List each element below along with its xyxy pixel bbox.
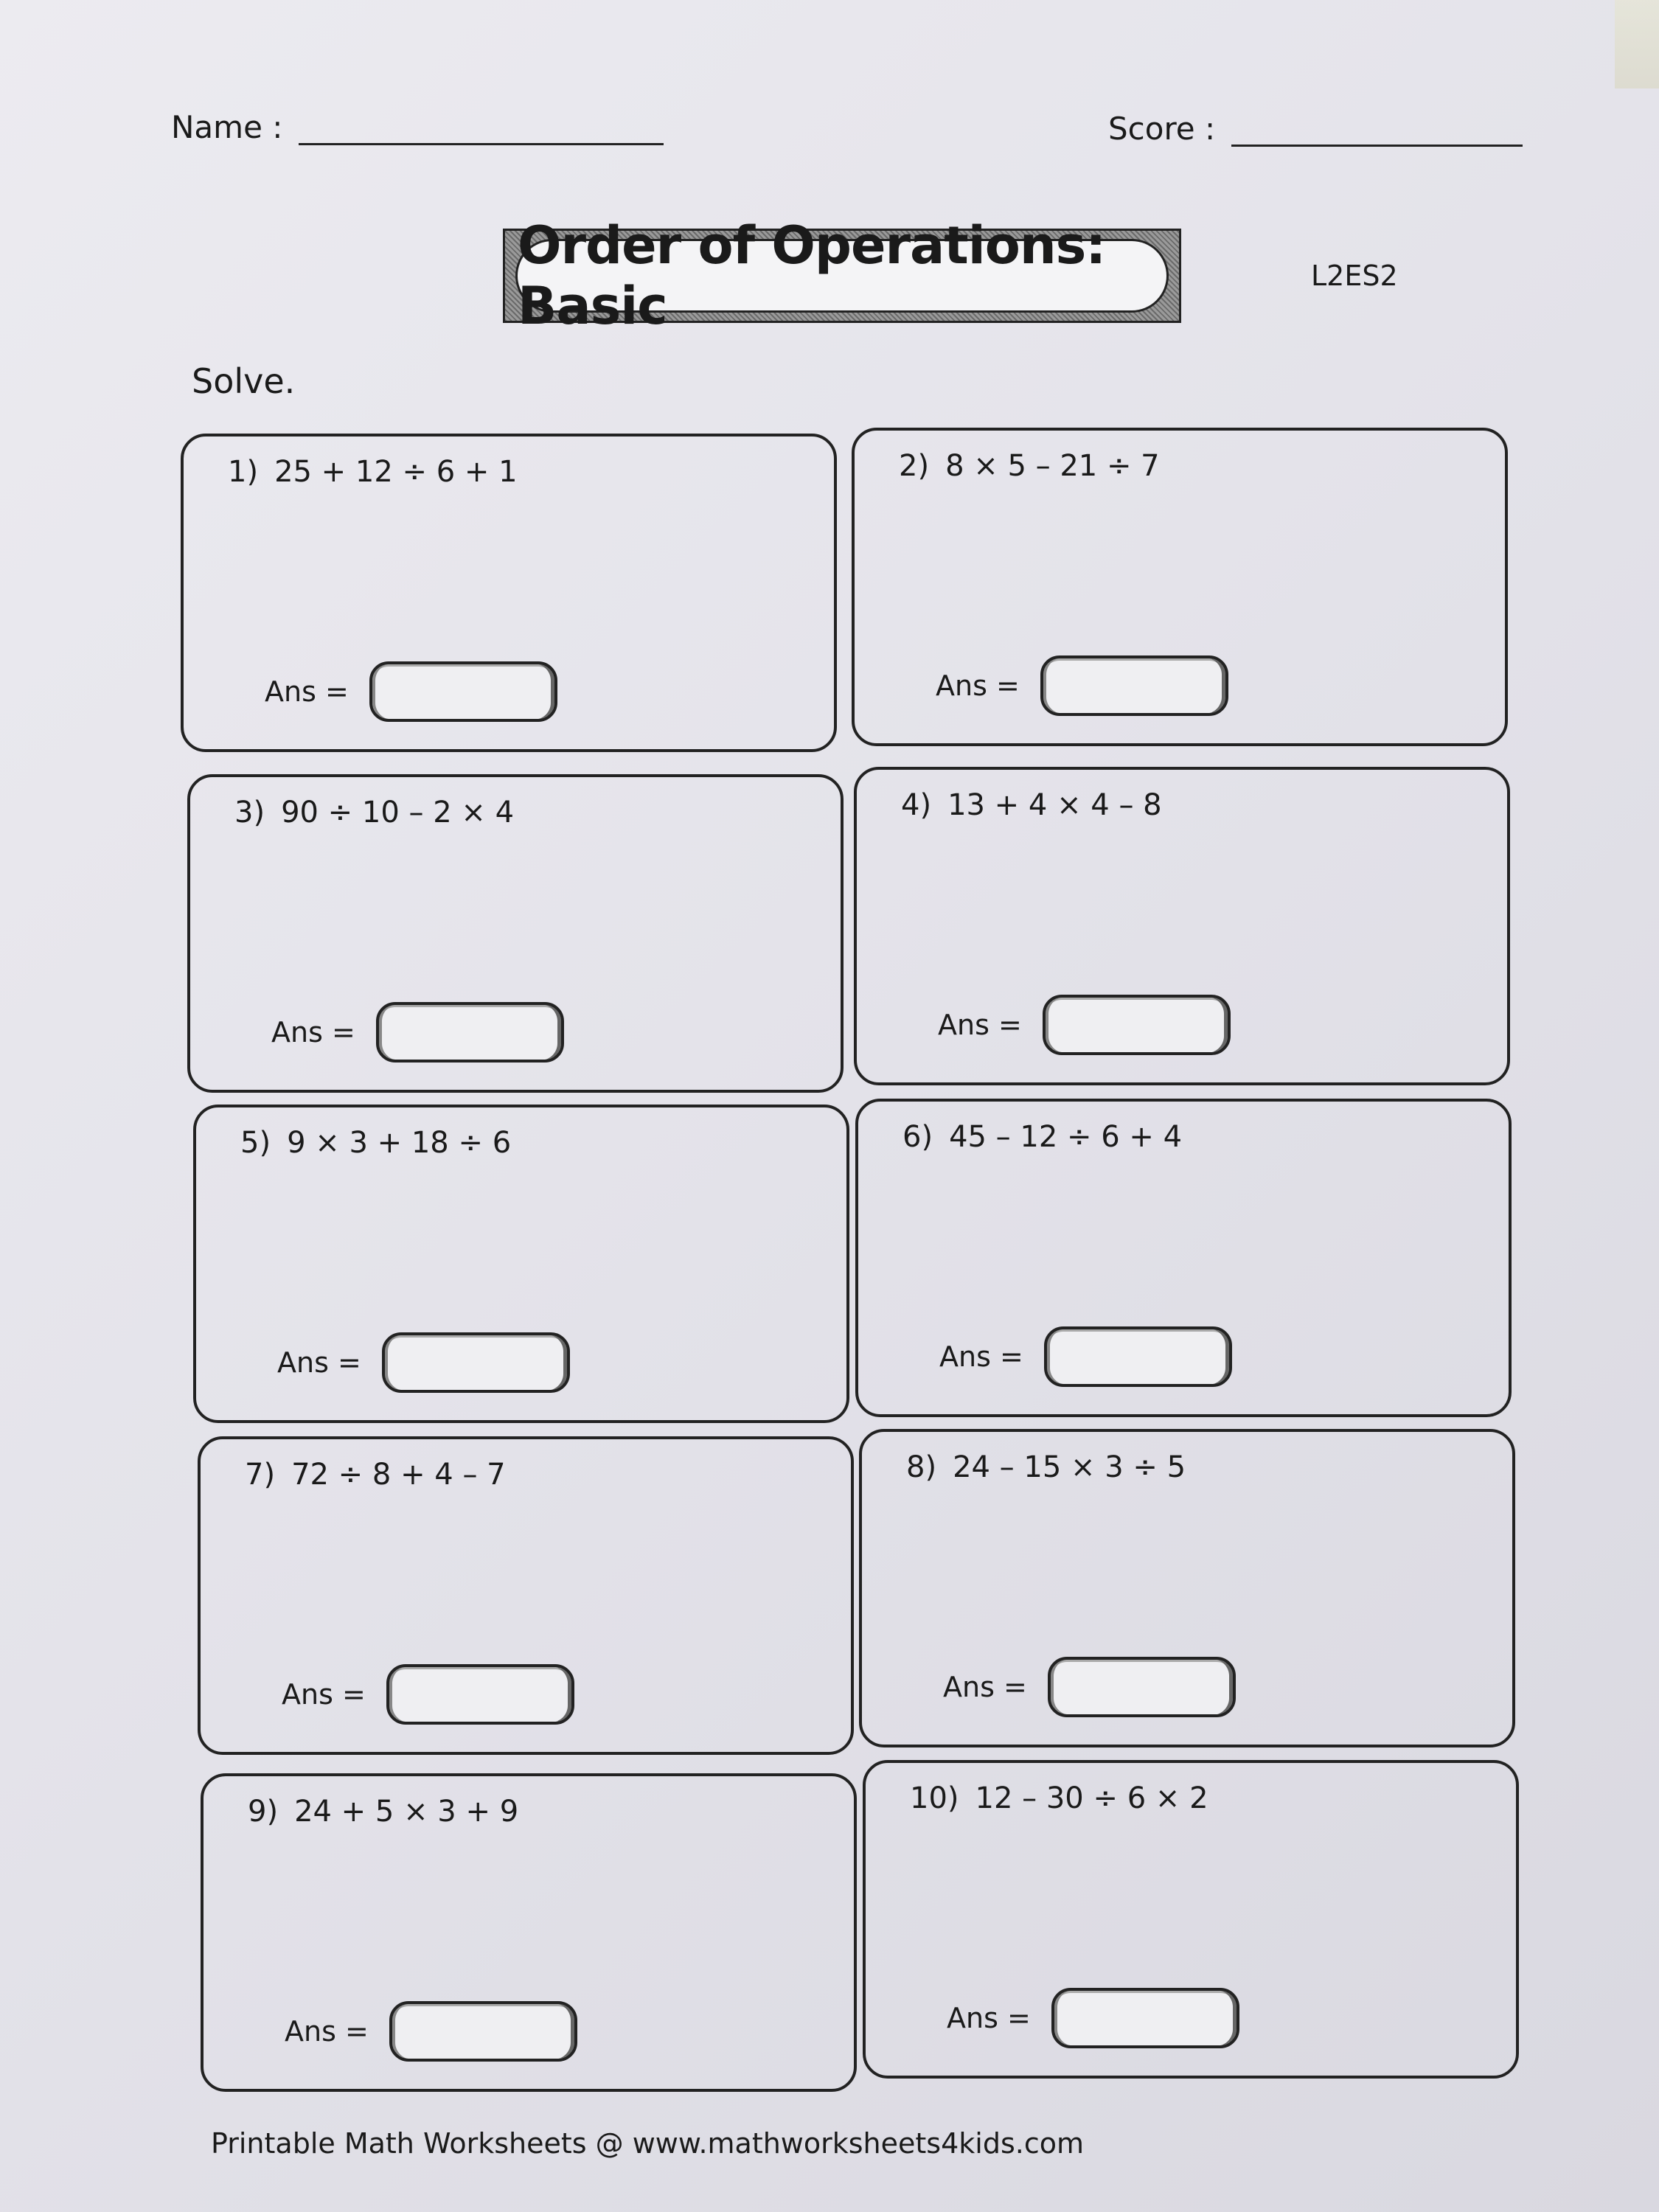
problem-number: 10) bbox=[910, 1781, 959, 1815]
answer-row bbox=[943, 1657, 1236, 1717]
answer-box[interactable] bbox=[1040, 655, 1228, 716]
problem-expression: 8 × 5 – 21 ÷ 7 bbox=[945, 449, 1160, 483]
answer-row bbox=[271, 1002, 564, 1062]
instruction: Solve. bbox=[192, 361, 296, 401]
answer-label: Ans = bbox=[939, 1340, 1023, 1373]
problem-box-3 bbox=[187, 774, 844, 1093]
answer-box[interactable] bbox=[382, 1332, 570, 1393]
problem-expression: 24 + 5 × 3 + 9 bbox=[294, 1795, 519, 1829]
footer-credit: Printable Math Worksheets @ www.mathworksheets4kids.com bbox=[211, 2127, 1084, 2160]
problem-expression: 25 + 12 ÷ 6 + 1 bbox=[274, 455, 518, 489]
problem-box-9 bbox=[201, 1773, 857, 2092]
worksheet-code: L2ES2 bbox=[1311, 260, 1398, 292]
problem-text bbox=[906, 1450, 1186, 1484]
answer-label: Ans = bbox=[285, 2015, 369, 2048]
problem-box-8 bbox=[859, 1429, 1515, 1747]
answer-box[interactable] bbox=[386, 1664, 574, 1725]
problem-text bbox=[228, 455, 518, 489]
problem-text bbox=[899, 449, 1160, 483]
problem-text bbox=[910, 1781, 1208, 1815]
score-line bbox=[1231, 115, 1523, 147]
problem-number: 1) bbox=[228, 455, 259, 489]
answer-row bbox=[947, 1988, 1239, 2048]
problem-box-10 bbox=[863, 1760, 1519, 2079]
answer-box[interactable] bbox=[1044, 1326, 1232, 1387]
answer-row bbox=[277, 1332, 570, 1393]
name-field bbox=[171, 109, 664, 145]
problem-text bbox=[245, 1458, 506, 1492]
problem-text bbox=[248, 1795, 518, 1829]
answer-label: Ans = bbox=[265, 675, 349, 708]
answer-box[interactable] bbox=[369, 661, 557, 722]
problem-text bbox=[902, 1120, 1182, 1154]
answer-label: Ans = bbox=[282, 1678, 366, 1711]
answer-row bbox=[938, 995, 1231, 1055]
score-field bbox=[1108, 111, 1523, 147]
problem-expression: 9 × 3 + 18 ÷ 6 bbox=[287, 1126, 512, 1160]
problem-number: 7) bbox=[245, 1458, 276, 1492]
score-label: Score : bbox=[1108, 111, 1216, 147]
problem-number: 5) bbox=[240, 1126, 271, 1160]
problem-number: 3) bbox=[234, 796, 265, 830]
answer-label: Ans = bbox=[271, 1016, 355, 1048]
worksheet-title: Order of Operations: Basic bbox=[515, 239, 1169, 313]
problem-box-6 bbox=[855, 1099, 1512, 1417]
problem-expression: 12 – 30 ÷ 6 × 2 bbox=[975, 1781, 1208, 1815]
problem-expression: 24 – 15 × 3 ÷ 5 bbox=[953, 1450, 1186, 1484]
problem-text bbox=[234, 796, 514, 830]
answer-label: Ans = bbox=[943, 1671, 1027, 1703]
answer-row bbox=[282, 1664, 574, 1725]
problem-box-4 bbox=[854, 767, 1510, 1085]
answer-row bbox=[285, 2001, 577, 2062]
paper-corner bbox=[1615, 0, 1659, 88]
answer-label: Ans = bbox=[277, 1346, 361, 1379]
problem-expression: 72 ÷ 8 + 4 – 7 bbox=[291, 1458, 506, 1492]
problem-text bbox=[240, 1126, 511, 1160]
title-frame bbox=[503, 215, 1181, 336]
problem-box-5 bbox=[193, 1105, 849, 1423]
problem-number: 9) bbox=[248, 1795, 279, 1829]
problem-text bbox=[901, 788, 1162, 822]
problem-number: 4) bbox=[901, 788, 932, 822]
answer-box[interactable] bbox=[1048, 1657, 1236, 1717]
problem-expression: 90 ÷ 10 – 2 × 4 bbox=[281, 796, 515, 830]
problem-number: 2) bbox=[899, 449, 930, 483]
answer-row bbox=[936, 655, 1228, 716]
answer-label: Ans = bbox=[947, 2002, 1031, 2034]
problem-expression: 13 + 4 × 4 – 8 bbox=[947, 788, 1162, 822]
answer-row bbox=[939, 1326, 1232, 1387]
problem-box-2 bbox=[852, 428, 1508, 746]
problem-expression: 45 – 12 ÷ 6 + 4 bbox=[949, 1120, 1183, 1154]
answer-row bbox=[265, 661, 557, 722]
answer-box[interactable] bbox=[1043, 995, 1231, 1055]
answer-box[interactable] bbox=[1051, 1988, 1239, 2048]
answer-box[interactable] bbox=[376, 1002, 564, 1062]
problem-number: 8) bbox=[906, 1450, 937, 1484]
problem-box-1 bbox=[181, 434, 837, 752]
answer-label: Ans = bbox=[938, 1009, 1022, 1041]
answer-label: Ans = bbox=[936, 669, 1020, 702]
problem-number: 6) bbox=[902, 1120, 933, 1154]
name-label: Name : bbox=[171, 109, 283, 145]
answer-box[interactable] bbox=[389, 2001, 577, 2062]
problem-box-7 bbox=[198, 1436, 854, 1755]
name-line bbox=[299, 114, 664, 145]
